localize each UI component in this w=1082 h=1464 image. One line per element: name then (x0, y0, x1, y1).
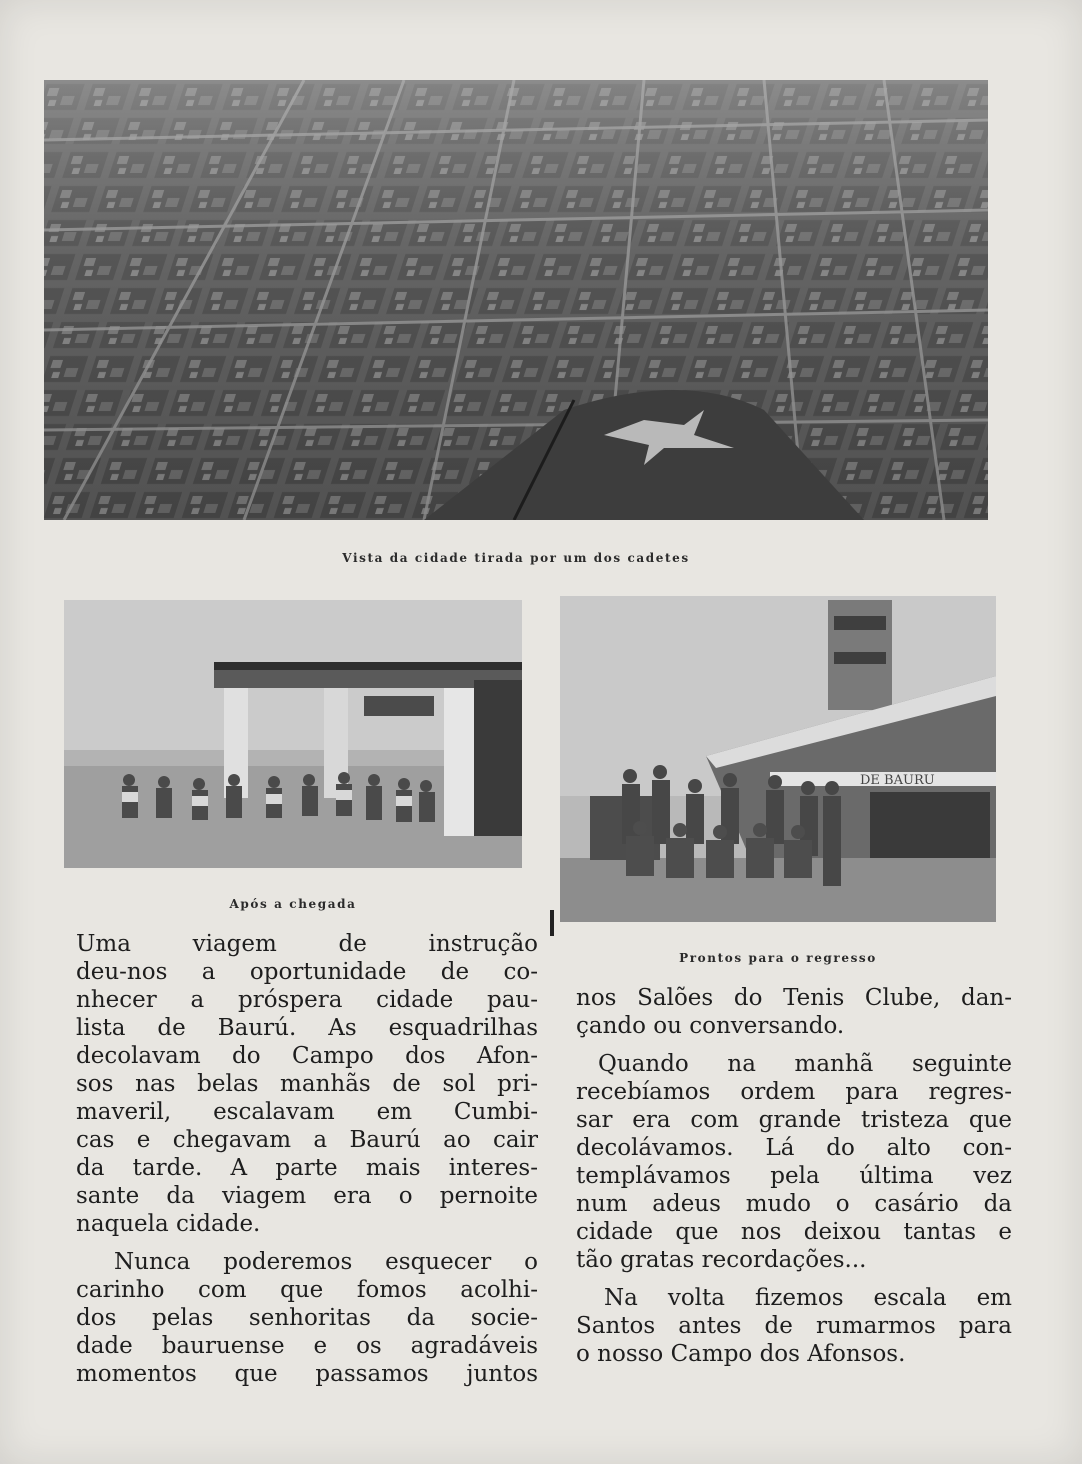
text-line: cas e chegavam a Baurú ao cair (76, 1127, 538, 1153)
text-line: maveril, escalavam em Cumbi- (76, 1099, 538, 1125)
text-line: Santos antes de rumarmos para (576, 1313, 1012, 1339)
left-paragraph-1 (76, 930, 538, 1238)
arrival-photo (64, 600, 522, 868)
text-line: dade bauruense e os agradáveis (76, 1333, 538, 1359)
text-line: naquela cidade. (76, 1211, 261, 1237)
text-line: deu-nos a oportunidade de co- (76, 959, 538, 985)
text-line: sante da viagem era o pernoite (76, 1183, 538, 1209)
right-paragraph-1 (576, 984, 1012, 1040)
text-line: num adeus mudo o casário da (576, 1191, 1012, 1217)
text-line: da tarde. A parte mais interes- (76, 1155, 538, 1181)
right-column (576, 984, 1012, 1378)
aerial-caption: Vista da cidade tirada por um dos cadetes (342, 551, 690, 565)
text-line: nhecer a próspera cidade pau- (76, 987, 538, 1013)
right-paragraph-2 (576, 1050, 1012, 1274)
return-photo (560, 596, 996, 922)
building-sign: DE BAURU (860, 773, 935, 788)
text-line: templávamos pela última vez (576, 1163, 1012, 1189)
text-line: momentos que passamos juntos (76, 1361, 538, 1387)
aerial-city-photo (44, 80, 988, 520)
text-line: cidade que nos deixou tantas e (576, 1219, 1012, 1245)
gutter-mark (550, 910, 554, 936)
return-caption: Prontos para o regresso (679, 951, 877, 965)
left-column (76, 930, 538, 1398)
text-line: lista de Baurú. As esquadrilhas (76, 1015, 538, 1041)
text-line: Nunca poderemos esquecer o (114, 1249, 538, 1275)
text-line: nos Salões do Tenis Clube, dan- (576, 985, 1012, 1011)
text-line: carinho com que fomos acolhi- (76, 1277, 538, 1303)
text-line: Uma viagem de instrução (76, 931, 538, 957)
text-line: sos nas belas manhãs de sol pri- (76, 1071, 538, 1097)
text-line: Na volta fizemos escala em (604, 1285, 1012, 1311)
text-line: çando ou conversando. (576, 1013, 845, 1039)
text-line: o nosso Campo dos Afonsos. (576, 1341, 906, 1367)
text-line: sar era com grande tristeza que (576, 1107, 1012, 1133)
text-line: dos pelas senhoritas da socie- (76, 1305, 538, 1331)
text-line: tão gratas recordações... (576, 1247, 867, 1273)
text-line: recebíamos ordem para regres- (576, 1079, 1012, 1105)
right-paragraph-3 (576, 1284, 1012, 1368)
arrival-caption: Após a chegada (229, 897, 357, 911)
text-line: decolavam do Campo dos Afon- (76, 1043, 538, 1069)
text-line: Quando na manhã seguinte (598, 1051, 1012, 1077)
left-paragraph-2 (76, 1248, 538, 1388)
text-line: decolávamos. Lá do alto con- (576, 1135, 1012, 1161)
